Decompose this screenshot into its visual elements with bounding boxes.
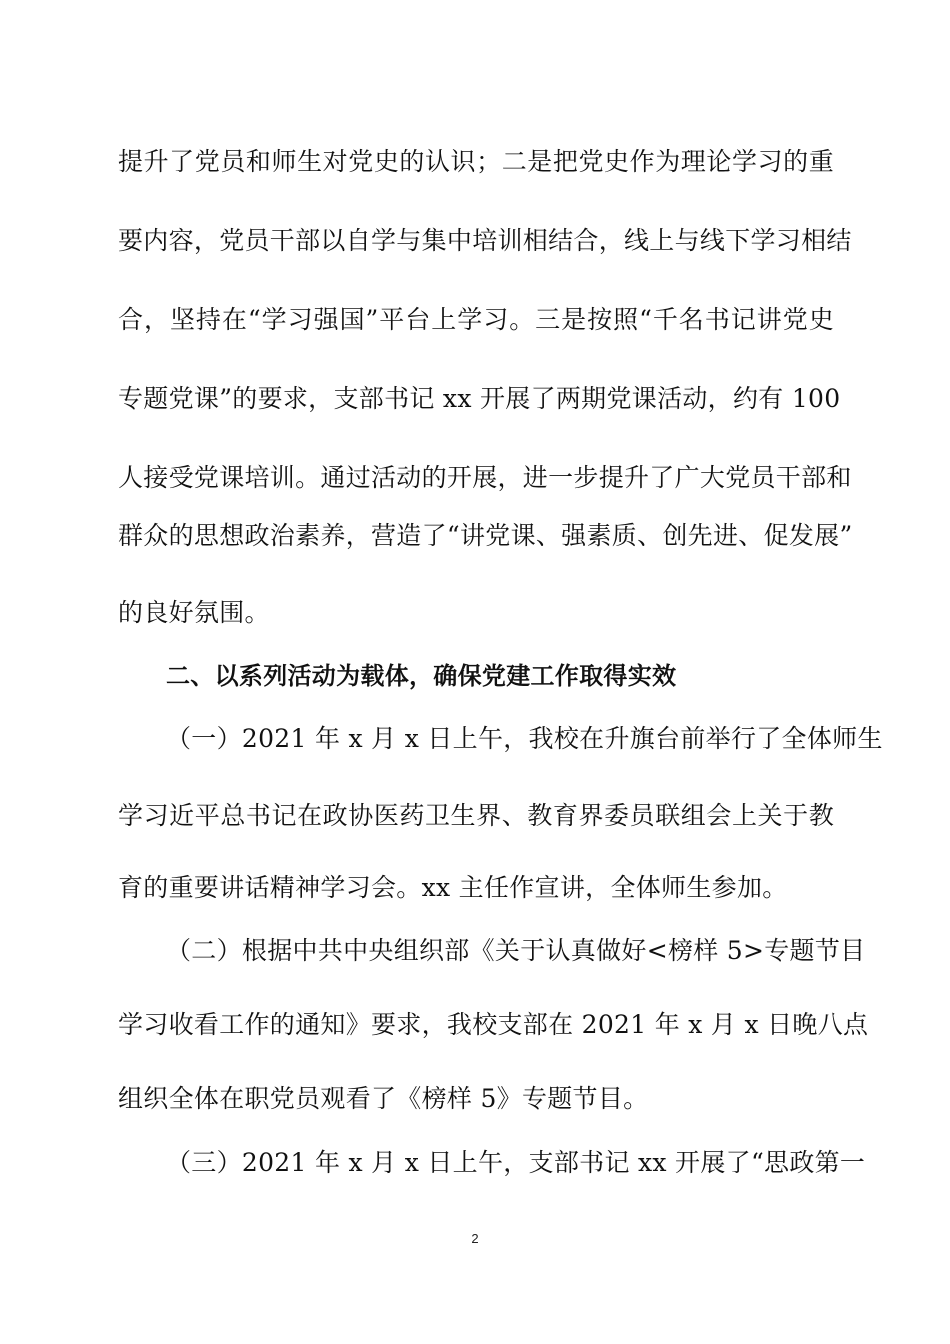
paragraph-line: 群众的思想政治素养，营造了“讲党课、强素质、创先进、促发展” — [118, 521, 853, 550]
paragraph-line: 学习收看工作的通知》要求，我校支部在 2021 年 x 月 x 日晚八点 — [118, 1010, 869, 1039]
paragraph-line: 的良好氛围。 — [118, 598, 270, 627]
paragraph-line: 合，坚持在“学习强国”平台上学习。三是按照“千名书记讲党史 — [118, 305, 834, 334]
paragraph-line: 育的重要讲话精神学习会。xx 主任作宣讲，全体师生参加。 — [118, 873, 788, 902]
paragraph-line: 人接受党课培训。通过活动的开展，进一步提升了广大党员干部和 — [118, 463, 852, 492]
paragraph-line: 提升了党员和师生对党史的认识；二是把党史作为理论学习的重 — [118, 147, 834, 176]
paragraph-line: 学习近平总书记在政协医药卫生界、教育界委员联组会上关于教 — [118, 801, 834, 830]
paragraph-line: 专题党课”的要求，支部书记 xx 开展了两期党课活动，约有 100 — [118, 384, 841, 413]
paragraph-line: （三）2021 年 x 月 x 日上午，支部书记 xx 开展了“思政第一 — [166, 1148, 866, 1177]
paragraph-line: 要内容，党员干部以自学与集中培训相结合，线上与线下学习相结 — [118, 226, 852, 255]
section-heading: 二、以系列活动为载体，确保党建工作取得实效 — [166, 662, 677, 690]
paragraph-line: （一）2021 年 x 月 x 日上午，我校在升旗台前举行了全体师生 — [166, 724, 883, 753]
page-number: 2 — [471, 1231, 479, 1246]
paragraph-line: （二）根据中共中央组织部《关于认真做好<榜样 5>专题节目 — [166, 936, 866, 965]
paragraph-line: 组织全体在职党员观看了《榜样 5》专题节目。 — [118, 1084, 649, 1113]
